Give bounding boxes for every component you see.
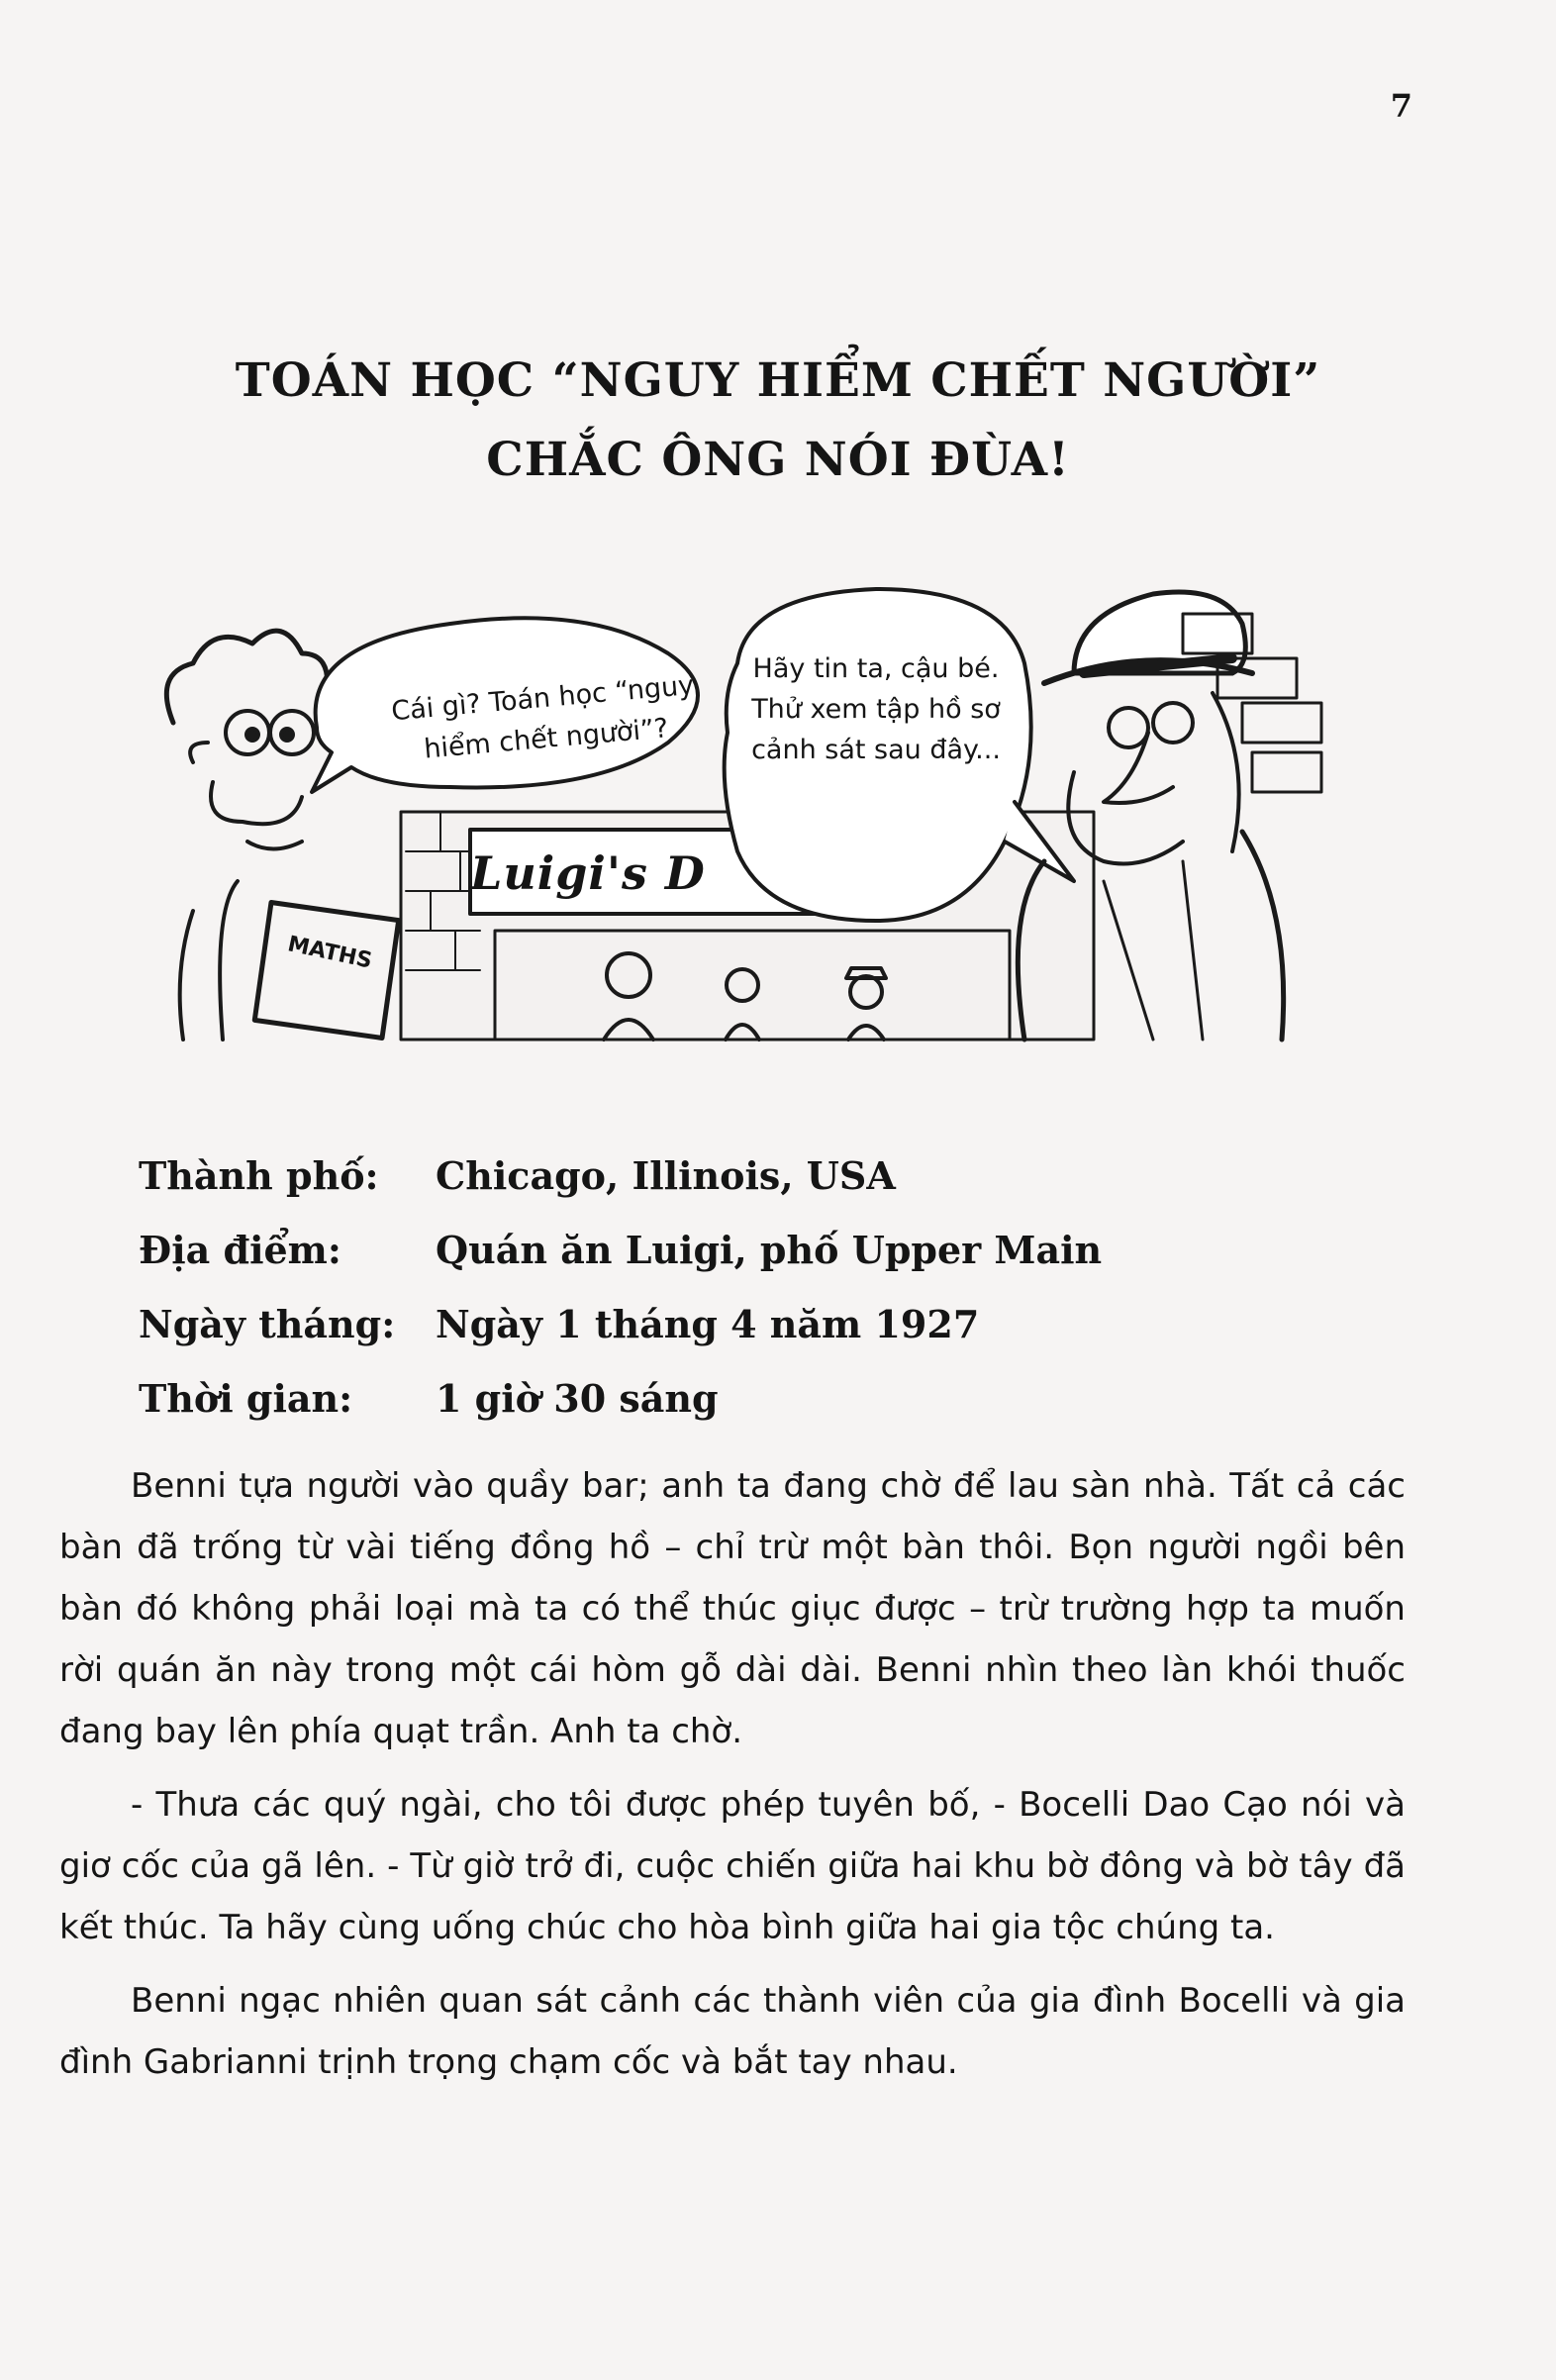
paragraph: Benni tựa người vào quầy bar; anh ta đang chờ để lau sàn nhà. Tất cả các bàn đã trống từ vài tiếng đồng hồ – chỉ trừ một bàn thôi. Bọn người ngồi bên bàn đó không phải loại mà ta có thể thúc giục được – trừ trường hợp ta muốn rời quán ăn này trong một cái hòm gỗ dài dài. Benni nhìn theo làn khói thuốc đang bay lên phía quạt trần. Anh ta chờ.	[59, 1466, 1406, 1751]
shop-sign-text: Luigi's D	[470, 846, 706, 900]
info-value: Quán ăn Luigi, phố Upper Main	[436, 1228, 1103, 1272]
story-text	[59, 1455, 1406, 2105]
paragraph: - Thưa các quý ngài, cho tôi được phép tuyên bố, - Bocelli Dao Cạo nói và giơ cốc của gã lên. - Từ giờ trở đi, cuộc chiến giữa hai khu bờ đông và bờ tây đã kết thúc. Ta hãy cùng uống chúc cho hòa bình giữa hai gia tộc chúng ta.	[59, 1785, 1406, 1947]
info-row-location	[139, 1213, 1102, 1287]
case-info-block	[139, 1139, 1102, 1436]
chapter-title-line-2: CHẮC ÔNG NÓI ĐÙA!	[486, 433, 1070, 487]
info-value: Ngày 1 tháng 4 năm 1927	[436, 1302, 980, 1346]
speech-bubble-right-text: Hãy tin ta, cậu bé. Thử xem tập hồ sơ cảnh sát sau đây...	[751, 653, 1001, 765]
info-label: Địa điểm:	[139, 1228, 341, 1272]
info-label: Ngày tháng:	[139, 1302, 396, 1346]
info-row-date	[139, 1287, 1102, 1361]
paragraph: Benni ngạc nhiên quan sát cảnh các thành viên của gia đình Bocelli và gia đình Gabrianni trịnh trọng chạm cốc và bắt tay nhau.	[59, 1981, 1406, 2082]
chapter-title-line-1: TOÁN HỌC “NGUY HIỂM CHẾT NGƯỜI”	[235, 353, 1321, 408]
page-number: 7	[1390, 87, 1412, 125]
info-value: Chicago, Illinois, USA	[436, 1153, 896, 1198]
book-label: MATHS	[285, 932, 375, 974]
info-row-city	[139, 1139, 1102, 1213]
chapter-title	[119, 342, 1437, 500]
cartoon-illustration	[153, 584, 1341, 1049]
info-row-time	[139, 1361, 1102, 1436]
info-value: 1 giờ 30 sáng	[436, 1376, 719, 1421]
speech-bubble-left-text: Cái gì? Toán học “nguy hiểm chết người”?	[390, 669, 696, 765]
info-label: Thành phố:	[139, 1153, 379, 1198]
info-label: Thời gian:	[139, 1376, 353, 1421]
